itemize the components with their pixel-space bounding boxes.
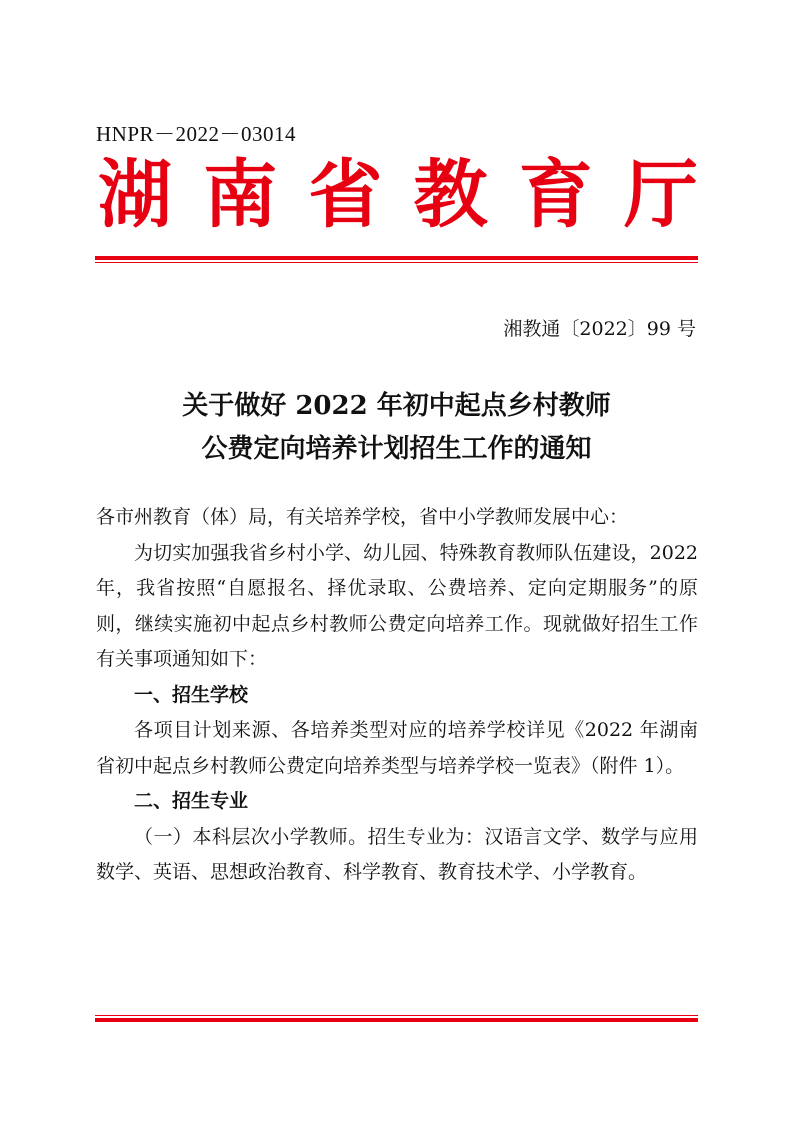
notice-body	[96, 500, 698, 891]
issuing-organization-name	[98, 150, 698, 240]
document-code: HNPR－2022－03014	[96, 122, 297, 146]
divider-thin-line	[95, 262, 698, 263]
notice-title-line-1: 关于做好 2022 年初中起点乡村教师	[182, 391, 611, 421]
notice-title-line-2: 公费定向培养计划招生工作的通知	[201, 434, 592, 464]
org-char: 省	[308, 152, 383, 238]
org-char: 南	[203, 152, 278, 238]
section-heading: 一、招生学校	[134, 683, 249, 706]
section-heading: 二、招生专业	[134, 790, 249, 812]
org-char: 育	[518, 152, 593, 238]
divider-thick-line	[95, 256, 698, 260]
divider-thin-line	[95, 1015, 698, 1016]
intro-paragraph: 为切实加强我省乡村小学、幼儿园、特殊教育教师队伍建设，2022 年，我省按照“自愿报名、择优录取、公费培养、定向定期服务”的原则，继续实施初中起点乡村教师公费定向培养工作。现就做好招生工作有关事项通知如下：	[96, 541, 698, 670]
divider-thick-line	[95, 1018, 698, 1022]
section-paragraph: 各项目计划来源、各培养类型对应的培养学校详见《2022 年湖南省初中起点乡村教师公费定向培养类型与培养学校一览表》（附件 1）。	[96, 719, 698, 777]
reference-number: 湘教通〔2022〕99 号	[503, 318, 696, 340]
org-char: 湖	[98, 152, 172, 238]
header-red-divider	[95, 256, 698, 263]
section-paragraph: （一）本科层次小学教师。招生专业为：汉语言文学、数学与应用数学、英语、思想政治教育、科学教育、教育技术学、小学教育。	[96, 825, 698, 883]
org-char: 教	[413, 152, 488, 238]
footer-red-divider	[95, 1015, 698, 1022]
org-char: 厅	[623, 152, 698, 238]
salutation: 各市州教育（体）局，有关培养学校，省中小学教师发展中心：	[96, 506, 629, 528]
